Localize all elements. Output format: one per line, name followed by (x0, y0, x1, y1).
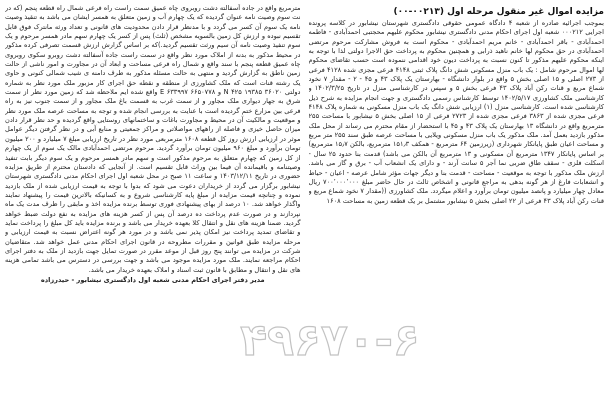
notice-signature: مدیر دفتر اجرای احکام مدنی شعبه اول دادگستری نیشابور - حیدرزاده (40, 275, 265, 284)
notice-right-column (309, 4, 605, 404)
notice-columns (5, 4, 604, 404)
notice-left-body: مترمربع واقع در جاده آسفالته دشت روبروی چاه عمیق سمت راست راه فرعی شمال راه قطعه پنجم (که در نت سوم وصیت نامه عنوان گردیده که یک چهارم آب و زمین متعلق به همسر ایشان می باشد به تنقیذ وصیت نامه یک سوم آن کسر می گردد و با مدنظر قرار دادن محدودیت های قانونی و تعداد ورثه مانترک فوق قابل تقسیم نبوده و ارزش کل زمین بالسویه مشخص (ثلث) پس از کسر یک چهارم سهم مادر همسر مرحوم و یک سوم تنفیذ وصیت نامه آن سیم ورثت تقسیم گردید.)که بر اساس گزارش ارزش قسمت تصرفی کرده مذکور در محیط مذکور به بدنه از املاک مورد نظر واقع در سمت راست جاده آسفالته دشت روبرو سکوی روبروی چاه عمیق قطعه پنجم با سند واقع و شمال راه فرعی مساحت و ابعاد آن در مجاورت و امور ناشی از حالت زمین ناطق به گزارش گردید و منتهی به حالت مسئله مذکور به طرف دامنه ی شیب شمالی کنونی و حاوی یک رشته قنات است که ملک کشاورزی از منطقه و نقطه حق اجرای کار مزبور ملک مورد نظر به شماره دولتی ۳۶۰۲۰ ۱۹۳۸۵ N ۴۲۵ و ۶۶۵۰۷۷۸ E ۶۳۳۹۹۷ واقع شده ایم ملاحظه شد که زمین مورد نظر از سمت شرق به جهار دیواری ملک مجاور و از سمت غرب به قسمت باغ ملک مجاور و از سمت جنوب نیز به راه فرعی بین مزارع ختم گردیده است با عنایت به بررسی انجام شده و توجه به مساحت عرصه ملک مورد نظر و موقعیت و مالکیت آن در محیط و مجاورت باغات و ساختمانهای روستایی واقع گردیده و حد نظر قرار دادن میزان حاصل خیزی و فاصله از راههای مواصلاتی و مراکز جمعیتی و منابع آبی و در نظر گرفتن دیگر عوامل موثر در ارزیابی ارزش روز کل قطعه ۱۶۰۸ مترمربعی مورد نظر در تاریخ ارزیابی مبلغ ۷ میلیارد و ۲۰۰ میلیون تومان برآورد و مبلغ ۹۶۰ میلیون تومان برآورد گردید. مرحوم مرتضی احمدآبادی مالک یک سوم از یک چهارم از کل زمین که چهارم متعلق به مرحوم مذکور است و سهم مادر همسر مرحوم و یک سوم دیگر بابت تنفیذ وصیتنامه و باقیمانده آن فیما بین وراث قابل تقسیم است. از آنجایی که دادستان محترم از طریق مزایده حضوری در تاریخ ۱۴۰۳/۱۲/۱۱ و ساعت ۱۱ صبح در محل شعبه اول اجرای احکام مدنی دادگستری شهرستان نیشابور برگزار می گردد از خریداران دعوت می شود که بدوا با توجه به قیمت ارزیابی شده از ملک بازدید نموده و چنانچه قیمت مزایده از مبلغ پایه کارشناسی شروع و به کسانیکه بالاترین قیمت را پیشنهاد نمایند واگذار خواهد شد. ۱۰ درصد از بهای پیشنهادی فوری توسط برنده مزایده اخذ و مابقی را ظرف مدت یک ماه نپردازند و در صورت عدم پرداخت ده درصد آن پس از کسر هزینه های مزایده به نفع دولت ضبط خواهد گردید. ضمنا هزینه های نقل و انتقال کلا بعهده خریدار می باشد و برنده مزایده باید کل مبلغ را پرداخت نماید و تقاضای تمدید پرداخت نیز امکان پذیر نمی باشد و در مورد هر گونه اعتراض نسبت به قیمت ارزیابی و مرحله مزایده طبق قوانین و مقررات مطروحه در قانون اجرای احکام مدنی عمل خواهد شد. متقاضیان شرکت در مزایده می توانند پنج روز قبل از موعد مقرر در صورت تمایل جهت بازدید از ملک به دفتر اجرای احکام مراجعه نمایند. ملک مورد مزایده موجود می باشد و جهت بررسی در دسترس می باشد تمامی هزینه های نقل و انتقال و مطابق با قانون ثبت اسناد و املاک بعهده خریدار می باشد. (5, 4, 301, 274)
notice-title: مزایده اموال غیر منقول مرحله اول (۰۰۲۱۳‌‌‌‌-۰۰) (393, 7, 604, 17)
watermark-text: ۴۹۶۷۰-۶ (240, 315, 420, 366)
notice-right-body: بموجب اجرائیه صادره از شعبه ۴ دادگاه عمومی حقوقی دادگستری شهرستان نیشابور در کلاسه پرونده اجرایی ۰۰۰۲۱۲ شعبه اول اجرای احکام مدنی دادگستری نیشابور محکوم علیهم محجتبی احمدآبادی - فاطمه احمدآبادی - باقر احمدآبادی - خانم مریم احمدآبادی - محکوم است به فروش مشارکت مرحوم مرتضی احمدآبادی در حق محکوم لها خانم ناهید ذرابی و همچنین محکوم به پرداخت حق الاجرا دولتی لذا با توجه به اینکه محکوم علیهم مذکور تا کنون نسبت به پرداخت دیون خود اقدامی ننموده است حسب تقاضای محکوم لها اموال مرحوم شامل : یک باب منزل مسکونی شش دانگ پلاک ثبتی ۴۱۴۸ فرعی مجزی شده ۴۱۲۸ فرعی از ۲۷۳ اصلی و ۱۵ اصلی بخش ۵ واقع در بلوار دانشگاه - بهارستان یک پلاک ۴۳ و ۴۵ - ۲ - مقدار ۷ نخود شماع مربع و قنات رکن آباد پلاک ۴۳ فرعی بخش ۵ و سپس در کارشناسی منزل در تاریخ ۱۴۰۲/۳/۲۵ و کارشناسی ملک کشاورزی ۱۴۰۲/۵/۱۷ توسط کارشناس رسمی دادگستری و جهت انجام مزایده به شرح ذیل کارشناسی شده است. کارشناسی منزل (۱) ارزیابی شش دانگ یک باب منزل مسکونی به شماره پلاک ۴۱۴۸ فرعی مجزی شده از ۳۸۶۳ فرعی مجزی شده از ۲۷۲۳ فرعی از ۱۵ اصلی بخش ۵ نیشابور با مساحت ۲۵۵ مترمربع واقع در دانشگاه ۱۳ بهارستان یک پلاک ۴۳ و ۴۵ با استحضار از مقام محترم می رساند از محل ملک مذکور بازدید بعمل آمد. ملک مذکور یک باب منزل مسکونی ویلایی با مساحت عرصه طبق سند ۲۵۵ متر مربع و مساحت اعیان طبق پایانکار شهرداری (زیرزمین ۶۴ مترمربع - همکف ۱۵۱٫۳ مترمربع، بالکن ۱۵٫۷ مترمربع) بر اساس پایانکار ۱۳۴۷ مترمربع آن مسکونی و ۱۳ مترمربع آن بالکن می باشد) قدمت بنا حدود ۲۵ سال - اسکلت فلزی - سقف طاق ضربی نما آجر ۵ سانت آرند - و دارای یک انشعاب آب - برق و گاز می باشد. ارزش ملک مذکور با توجه به موقعیت - مساحت - قدمت بنا و دیگر جهات مؤثر شامل عرصه - اعیان - حیاط و انشعابات فارغ از هر گونه بدهی به مراجع قانونی و اشخاص ثالث در حال حاضر مبلغ ۷۰۰٬۰۰۰٬۰۰۰ ریال معادل چهار میلیارد و پانصد میلیون تومان برآورد و اعلام میگردد. ملک کشاورزی ((مقدار ۷ نخود شماع مربع و قنات رکن آباد پلاک ۴۳ فرعی از ۲۲ اصلی بخش ۵ نیشابور مشتمل بر یک قطعه زمین به مساحت ۱۶۰۸ (308, 19, 604, 205)
notice-left-column (5, 4, 301, 404)
